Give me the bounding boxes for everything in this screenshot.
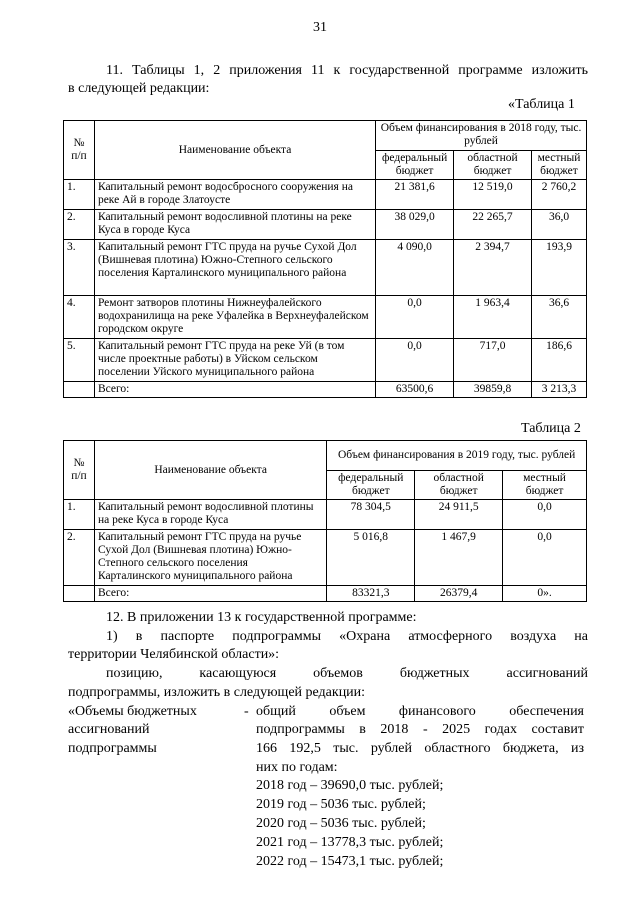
year-line: 2022 год – 15473,1 тыс. рублей; [256, 854, 444, 869]
total-federal: 63500,6 [376, 382, 454, 398]
row-name: Капитальный ремонт ГТС пруда на реке Уй (в том числе проектные работы) в Уйском сельском поселении Уйского муниципального района [94, 339, 375, 382]
table1-header-regional: областной бюджет [454, 150, 532, 180]
row-no: 1. [64, 500, 95, 530]
table-row [64, 530, 587, 586]
table2-header-local: местный бюджет [503, 470, 587, 500]
table1-header-no: № п/п [64, 121, 95, 180]
year-line: 2020 год – 5036 тыс. рублей; [256, 816, 426, 831]
table2-label: Таблица 2 [521, 421, 581, 436]
row-regional: 1 963,4 [454, 296, 532, 339]
row-no [64, 586, 95, 602]
row-federal: 78 304,5 [327, 500, 415, 530]
table2-header-name: Наименование объекта [94, 441, 326, 500]
table2-header-federal: федеральный бюджет [327, 470, 415, 500]
table-row [64, 240, 587, 296]
row-federal: 0,0 [376, 339, 454, 382]
item-text-line3: 166 192,5 тыс. рублей областного бюджета, из [256, 741, 584, 756]
table2-header-no: № п/п [64, 441, 95, 500]
table1-header-federal: федеральный бюджет [376, 150, 454, 180]
row-name: Ремонт затворов плотины Нижнеуфалейского водохранилища на реке Уфалейка в Верхнеуфалейском городском округе [94, 296, 375, 339]
para11-line2: в следующей редакции: [68, 81, 210, 96]
row-local: 36,0 [532, 210, 587, 240]
row-federal: 0,0 [376, 296, 454, 339]
item-dash: - [244, 704, 249, 719]
table-row [64, 210, 587, 240]
table1-header-local: местный бюджет [532, 150, 587, 180]
row-no: 1. [64, 180, 95, 210]
total-label: Всего: [94, 586, 326, 602]
row-federal: 4 090,0 [376, 240, 454, 296]
table2-total-row [64, 586, 587, 602]
row-regional: 12 519,0 [454, 180, 532, 210]
row-name: Капитальный ремонт водосливной плотины на реке Куса в городе Куса [94, 210, 375, 240]
item-label-line3: подпрограммы [68, 741, 157, 756]
row-local: 2 760,2 [532, 180, 587, 210]
table1 [63, 120, 587, 398]
row-no: 5. [64, 339, 95, 382]
year-line: 2018 год – 39690,0 тыс. рублей; [256, 778, 444, 793]
para12: 12. В приложении 13 к государственной программе: [106, 610, 417, 625]
row-no [64, 382, 95, 398]
page-number: 31 [313, 20, 327, 35]
table-row [64, 339, 587, 382]
row-regional: 717,0 [454, 339, 532, 382]
item-label-line1: «Объемы бюджетных [68, 704, 197, 719]
sub1-line2: территории Челябинской области»: [68, 647, 280, 662]
row-local: 0,0 [503, 530, 587, 586]
row-no: 4. [64, 296, 95, 339]
table1-label: «Таблица 1 [508, 97, 575, 112]
year-line: 2019 год – 5036 тыс. рублей; [256, 797, 426, 812]
item-text-line2: подпрограммы в 2018 - 2025 годах составит [256, 722, 584, 737]
row-regional: 24 911,5 [415, 500, 503, 530]
row-regional: 1 467,9 [415, 530, 503, 586]
item-text-line1: общий объем финансового обеспечения [256, 704, 584, 719]
position-line1: позицию, касающуюся объемов бюджетных ассигнований [106, 666, 588, 681]
item-text-line4: них по годам: [256, 760, 338, 775]
row-no: 3. [64, 240, 95, 296]
table-row [64, 500, 587, 530]
row-local: 36,6 [532, 296, 587, 339]
row-federal: 38 029,0 [376, 210, 454, 240]
table1-header-name: Наименование объекта [94, 121, 375, 180]
table2 [63, 440, 587, 602]
row-no: 2. [64, 530, 95, 586]
total-label: Всего: [94, 382, 375, 398]
total-regional: 39859,8 [454, 382, 532, 398]
total-local: 3 213,3 [532, 382, 587, 398]
table1-total-row [64, 382, 587, 398]
total-regional: 26379,4 [415, 586, 503, 602]
item-label-line2: ассигнований [68, 722, 150, 737]
row-federal: 5 016,8 [327, 530, 415, 586]
sub1-line1: 1) в паспорте подпрограммы «Охрана атмосферного воздуха на [106, 629, 588, 644]
para11-line1: 11. Таблицы 1, 2 приложения 11 к государственной программе изложить [106, 63, 588, 78]
row-name: Капитальный ремонт водосливной плотины на реке Куса в городе Куса [94, 500, 326, 530]
table-row [64, 296, 587, 339]
row-name: Капитальный ремонт ГТС пруда на ручье Сухой Дол (Вишневая плотина) Южно-Степного сельского поселения Карталинского муниципального района [94, 240, 375, 296]
row-local: 193,9 [532, 240, 587, 296]
row-federal: 21 381,6 [376, 180, 454, 210]
row-local: 186,6 [532, 339, 587, 382]
row-name: Капитальный ремонт ГТС пруда на ручье Сухой Дол (Вишневая плотина) Южно-Степного сельского поселения Карталинского муниципального района [94, 530, 326, 586]
table1-header-funding: Объем финансирования в 2018 году, тыс. рублей [376, 121, 587, 151]
total-local: 0». [503, 586, 587, 602]
table-row [64, 180, 587, 210]
table2-header-regional: областной бюджет [415, 470, 503, 500]
total-federal: 83321,3 [327, 586, 415, 602]
row-no: 2. [64, 210, 95, 240]
year-line: 2021 год – 13778,3 тыс. рублей; [256, 835, 444, 850]
row-regional: 22 265,7 [454, 210, 532, 240]
row-regional: 2 394,7 [454, 240, 532, 296]
position-line2: подпрограммы, изложить в следующей редакции: [68, 685, 366, 700]
row-name: Капитальный ремонт водосбросного сооружения на реке Ай в городе Златоусте [94, 180, 375, 210]
table2-header-funding: Объем финансирования в 2019 году, тыс. рублей [327, 441, 587, 471]
row-local: 0,0 [503, 500, 587, 530]
